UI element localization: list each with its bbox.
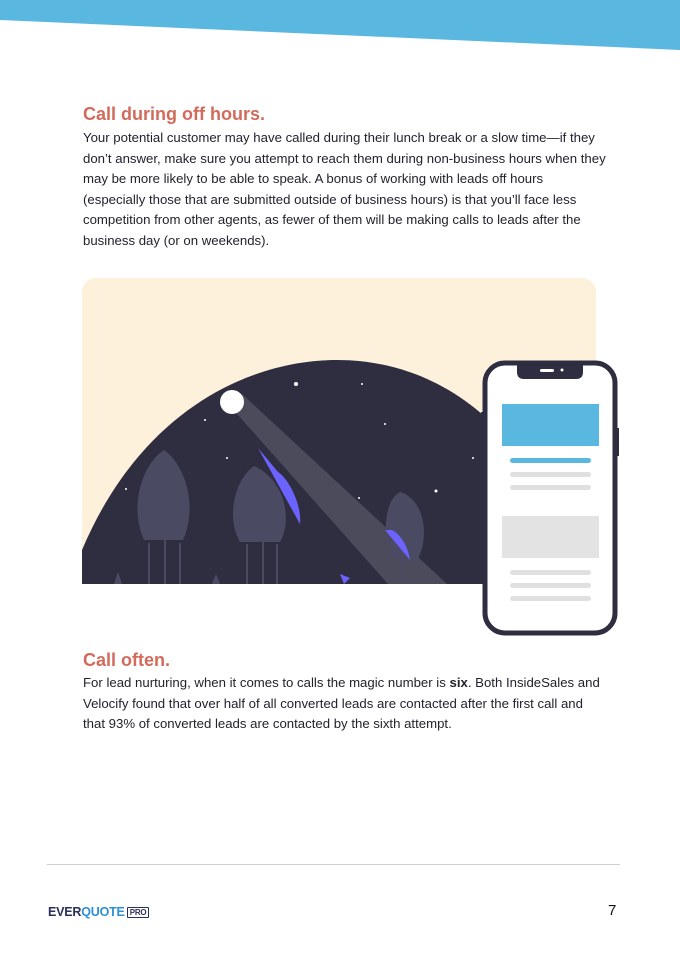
section-title-call-often: Call often. [83,650,171,670]
logo-ever-text: EVER [48,905,82,919]
logo-quote-text: QUOTE [81,905,125,919]
page-number: 7 [608,902,617,919]
off-hours-paragraph: Your potential customer may have called during their lunch break or a slow time—if they don’t answer, make sure you attempt to reach them during non-business hours when they may be more likely to be able to speak. A bonus of working with leads off hours (especially those that are submitted outside of business hours) is that you’ll face less competition from other agents, as fewer of them will be making calls to leads after the business day (or on weekends). [83,130,606,248]
call-often-paragraph [83,673,608,735]
phone-icon [481,363,619,633]
top-blue-band [0,0,680,56]
section-title-off-hours: Call during off hours. [83,104,265,124]
logo-pro-badge: PRO [127,907,150,918]
magic-number-emphasis: six [449,675,468,690]
night-phone-illustration [82,278,622,638]
call-often-text-end: . Both InsideSales and Velocify found that over half of all converted leads are contacted after the first call and that 93% of converted leads are contacted by the sixth attempt. [83,675,600,732]
call-often-text-start: For lead nurturing, when it comes to calls the magic number is [83,675,450,690]
everquote-pro-logo [48,905,149,919]
footer-divider [47,864,620,865]
